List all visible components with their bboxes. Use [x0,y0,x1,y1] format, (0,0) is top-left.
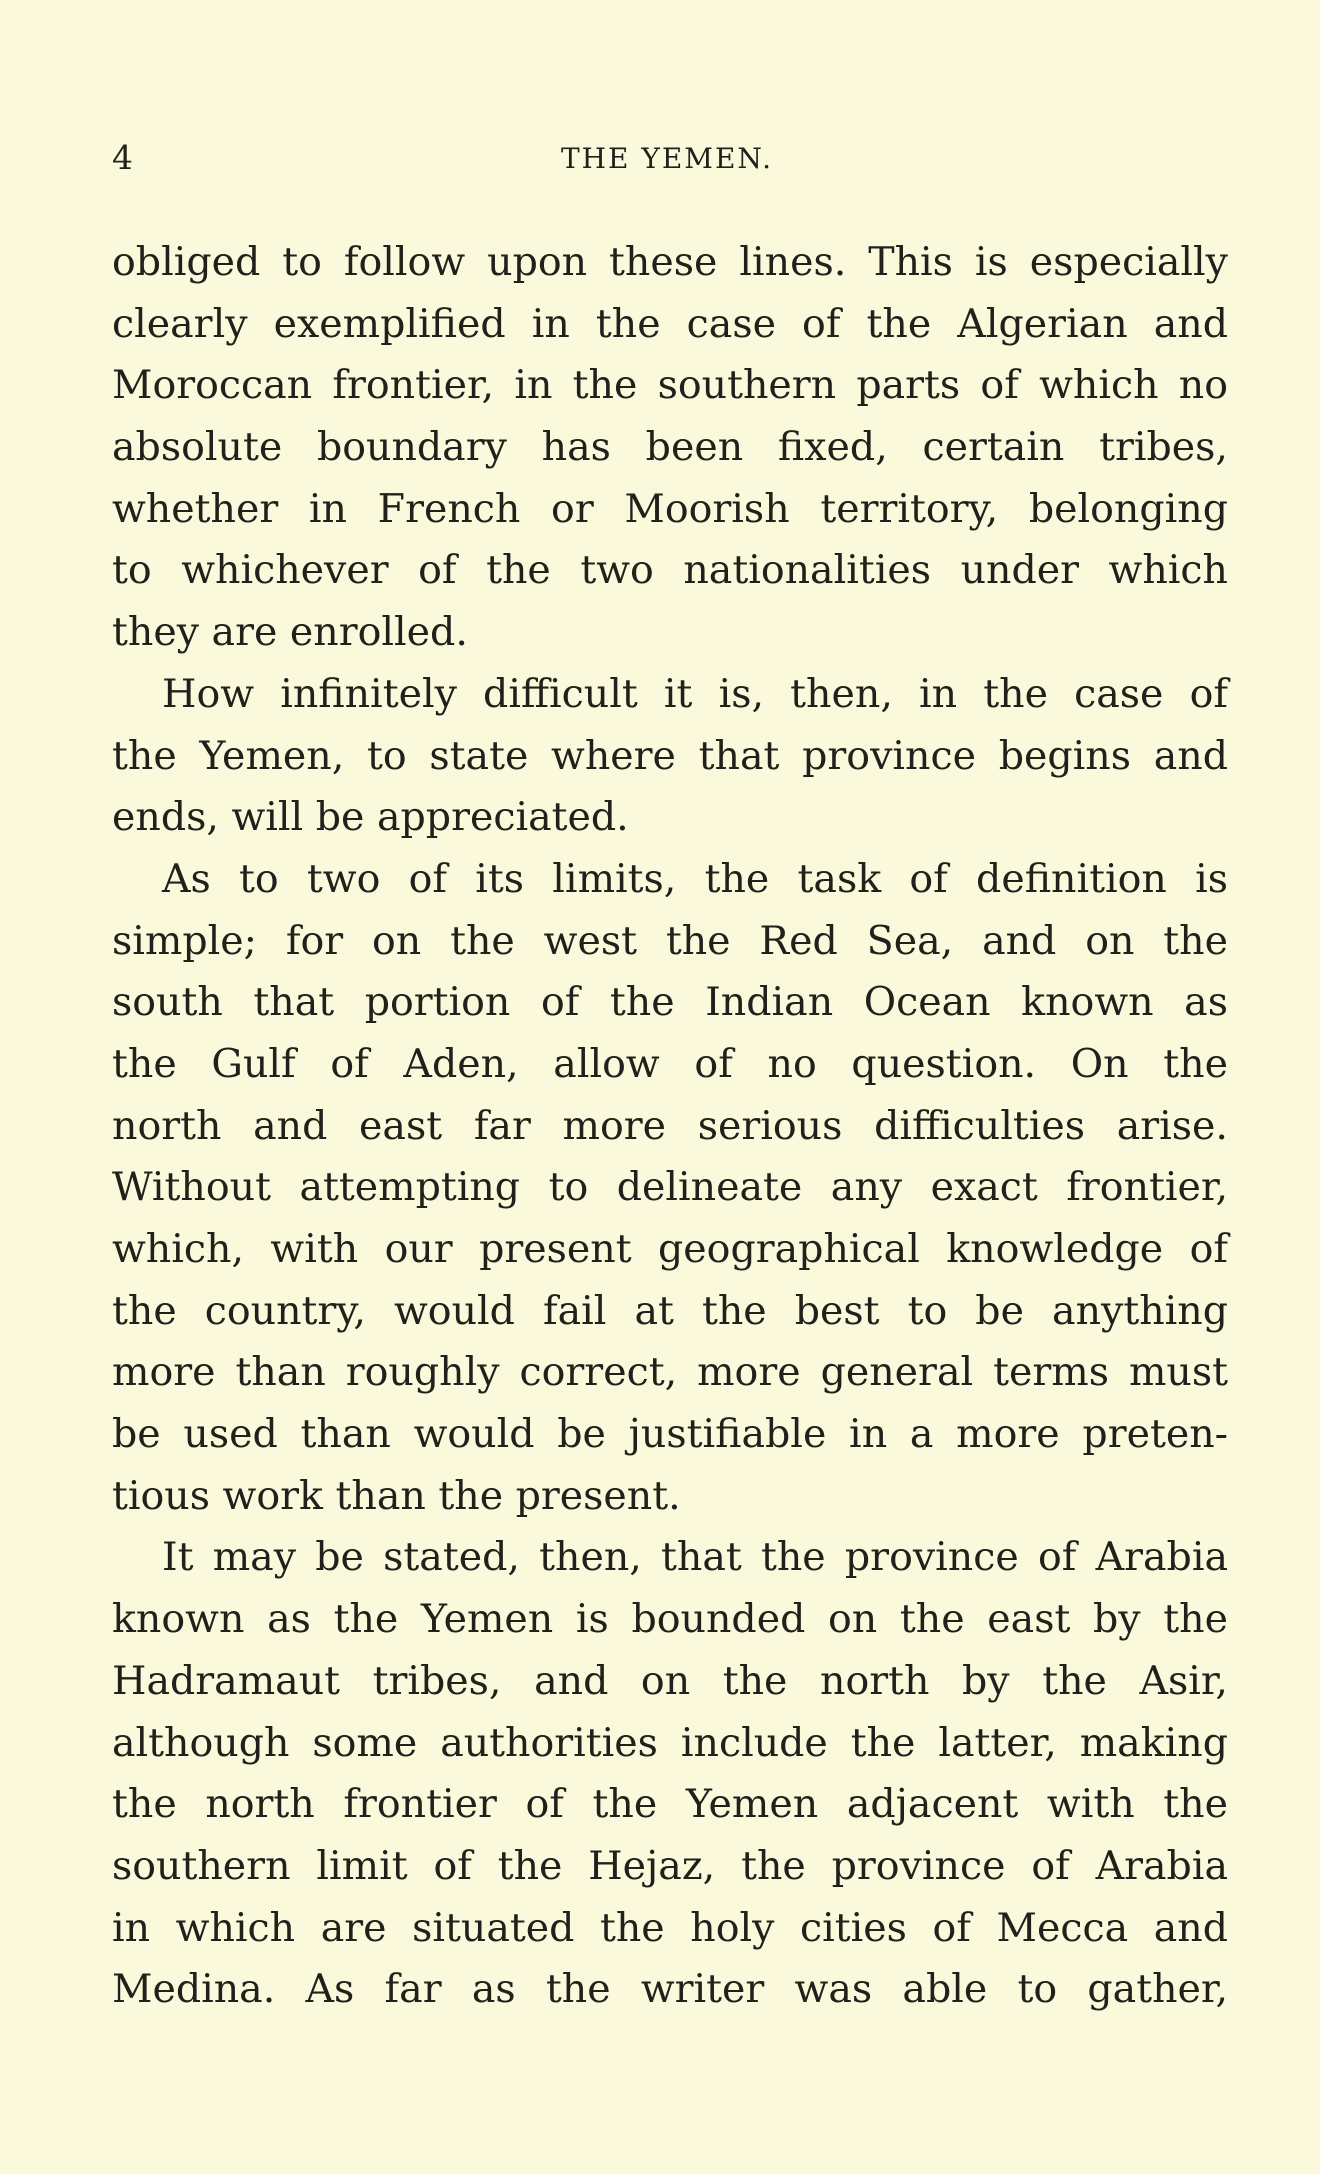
text-line: Moroccan frontier, in the southern parts of which no [112,362,1228,409]
text-line: How infinitely difficult it is, then, in the case of [162,670,1228,717]
text-line: absolute boundary has been fixed, certain tribes, [112,424,1228,471]
text-line: Hadramaut tribes, and on the north by the Asir, [112,1657,1228,1704]
text-line: tious work than the present. [112,1472,681,1519]
running-title: THE YEMEN. [560,142,774,175]
text-line: Without attempting to delineate any exact frontier, [112,1164,1228,1211]
text-line: they are enrolled. [112,609,468,656]
text-line: known as the Yemen is bounded on the east by the [112,1596,1228,1643]
text-line: although some authorities include the latter, making [112,1719,1228,1766]
text-line: ends, will be appreciated. [112,794,629,841]
text-line: north and east far more serious difficulties arise. [112,1102,1228,1149]
text-line: obliged to follow upon these lines. This is especially [112,239,1228,285]
text-line: more than roughly correct, more general terms must [112,1349,1228,1396]
text-line: south that portion of the Indian Ocean known as [112,979,1228,1026]
body-text [112,232,1228,2021]
text-line: the Yemen, to state where that province begins and [112,732,1228,779]
text-line: which, with our present geographical knowledge of [112,1226,1228,1272]
text-line: It may be stated, then, that the province of Arabia [162,1534,1228,1581]
text-line: whether in French or Moorish territory, belonging [112,485,1228,532]
text-line: be used than would be justifiable in a more preten- [112,1411,1228,1458]
text-line: to whichever of the two nationalities under which [112,547,1228,594]
text-line: clearly exemplified in the case of the Algerian and [112,300,1228,347]
page-header [112,138,1222,188]
text-line: the country, would fail at the best to be anything [112,1287,1228,1334]
text-line: in which are situated the holy cities of Mecca and [112,1904,1228,1951]
page-number: 4 [112,138,134,177]
text-line: simple; for on the west the Red Sea, and on the [112,917,1228,964]
text-line: As to two of its limits, the task of definition is [162,855,1228,902]
text-line: southern limit of the Hejaz, the province of Arabia [112,1842,1228,1889]
text-line: the north frontier of the Yemen adjacent with the [112,1781,1228,1828]
text-line: the Gulf of Aden, allow of no question. On the [112,1040,1228,1087]
text-line: Medina. As far as the writer was able to gather, [112,1966,1228,2013]
